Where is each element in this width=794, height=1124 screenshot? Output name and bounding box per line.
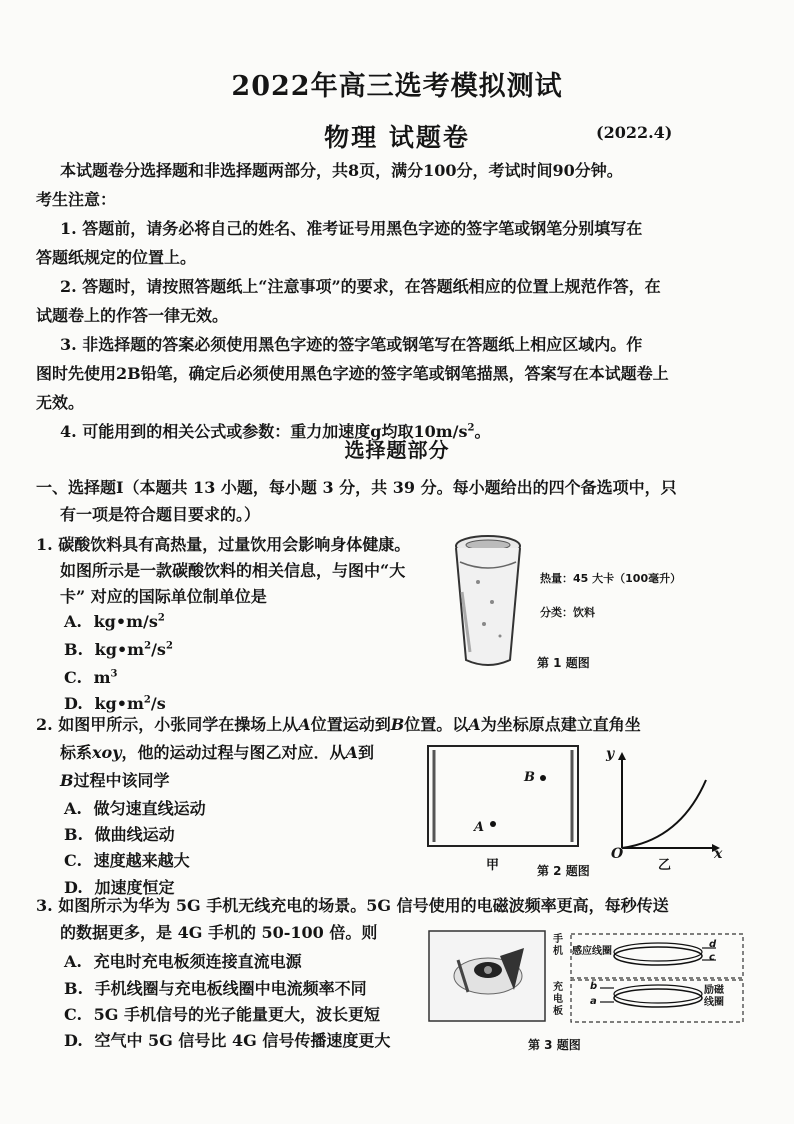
note-2a: 2. 答题时，请按照答题纸上“注意事项”的要求，在答题纸相应的位置上规范作答，在	[60, 277, 661, 296]
q2-option-b-label: B.	[64, 825, 84, 844]
note-1a: 1. 答题前，请务必将自己的姓名、准考证号用黑色字迹的签字笔或钢笔分别填写在	[60, 219, 643, 238]
terminal-d-label: d	[709, 939, 717, 950]
figure-jia-label: 甲	[486, 858, 500, 873]
q2-option-a-label: A.	[64, 799, 82, 818]
emit-coil	[614, 989, 702, 1007]
part1-line1: 一、选择题Ⅰ（本题共 13 小题，每小题 3 分，共 39 分。每小题给出的四个备选项中，只	[36, 478, 677, 497]
q1-option-b[interactable]	[64, 640, 173, 659]
q2-option-c[interactable]	[64, 848, 190, 871]
q2-line1-text: 2. 如图甲所示，小张同学在操场上从	[36, 715, 299, 734]
q2-letter-a: A	[298, 715, 311, 734]
q2-figure-caption: 第 2 题图	[537, 864, 590, 878]
q3-option-b[interactable]	[64, 976, 367, 999]
q3-option-c-text: 5G 手机信号的光子能量更大，波长更短	[93, 1005, 380, 1024]
q1-option-b-label: B.	[64, 640, 84, 659]
q3-option-b-label: B.	[64, 979, 84, 998]
q2-line1	[36, 712, 641, 735]
q1-option-a-label: A.	[64, 612, 82, 631]
q1-option-c-text: m	[93, 668, 111, 687]
q1-option-d-sup: 2	[143, 694, 151, 706]
q3-line1: 3. 如图所示为华为 5G 手机无线充电的场景。5G 信号使用的电磁波频率更高，每秒传送	[36, 896, 669, 915]
q1-option-d[interactable]	[64, 694, 166, 713]
q2-line1-end: 位置。以	[404, 715, 469, 734]
terminal-a-label: a	[590, 996, 597, 1007]
note-3a: 3. 非选择题的答案必须使用黑色字迹的签字笔或钢笔写在答题纸上相应区域内。作	[60, 335, 643, 354]
q1-option-b-sup2: 2	[165, 640, 173, 652]
q2-line2-end: ，他的运动过程与图乙对应．从	[121, 743, 346, 762]
q3-option-c[interactable]	[64, 1002, 380, 1025]
note-2b: 试题卷上的作答一律无效。	[36, 306, 229, 325]
q1-option-c-sup: 3	[110, 668, 118, 680]
q1-line3: 卡” 对应的国际单位制单位是	[60, 587, 267, 606]
q1-option-c-label: C.	[64, 668, 83, 687]
drink-heat-label: 热量：45 大卡（100毫升）	[540, 572, 682, 585]
wireless-charging-photo	[428, 930, 546, 1022]
xy-graph-yi	[610, 752, 720, 852]
q3-option-c-label: C.	[64, 1005, 83, 1024]
coil-charger-label: 充电板	[553, 982, 563, 1017]
graph-origin-label: O	[611, 846, 624, 862]
q2-line1-tail: 为坐标原点建立直角坐	[480, 715, 641, 734]
note-3c: 无效。	[36, 393, 85, 412]
q3-option-b-text: 手机线圈与充电板线圈中电流频率不同	[94, 979, 367, 998]
q2-option-c-text: 速度越来越大	[93, 851, 190, 870]
section-heading: 选择题部分	[344, 438, 450, 462]
induction-coil-label: 感应线圈	[572, 946, 612, 957]
q2-line3	[60, 768, 170, 791]
q2-option-b-text: 做曲线运动	[94, 825, 175, 844]
q2-line1-mid: 位置运动到	[310, 715, 391, 734]
q2-letter-a2: A	[468, 715, 481, 734]
note-4-text: 4. 可能用到的相关公式或参数：重力加速度g均取10m/s	[60, 422, 468, 441]
note-3b: 图时先使用2B铅笔，确定后必须使用黑色字迹的签字笔或钢笔描黑，答案写在本试题卷上	[36, 364, 669, 383]
notice-heading: 考生注意：	[36, 190, 117, 209]
q2-xoy: xoy	[92, 743, 122, 762]
note-4-end: 。	[474, 422, 491, 441]
drink-glass-figure	[448, 532, 528, 672]
q2-letter-a3: A	[345, 743, 358, 762]
q1-option-c[interactable]	[64, 668, 118, 687]
q1-line2: 如图所示是一款碳酸饮料的相关信息，与图中“大	[60, 561, 406, 580]
q1-figure-caption: 第 1 题图	[537, 656, 590, 670]
field-figure-jia	[426, 744, 582, 850]
q2-letter-b2: B	[60, 771, 74, 790]
q3-figure-caption: 第 3 题图	[528, 1038, 581, 1052]
q1-option-d-label: D.	[64, 694, 83, 713]
q3-line2: 的数据更多，是 4G 手机的 50-100 倍。则	[60, 923, 378, 942]
q1-option-b-mid: /s	[151, 640, 166, 659]
field-point-a-label: A	[474, 820, 485, 835]
point-b-dot	[540, 775, 546, 781]
q2-option-a[interactable]	[64, 796, 206, 819]
induction-coil	[614, 947, 702, 965]
q1-option-d-end: /s	[150, 694, 166, 713]
terminal-b-label: b	[590, 981, 598, 992]
graph-x-label: x	[714, 846, 723, 862]
exam-title: 2022年高三选考模拟测试	[231, 71, 563, 102]
q2-option-c-label: C.	[64, 851, 83, 870]
terminal-c-label: c	[709, 952, 715, 963]
q1-option-b-sup1: 2	[144, 640, 152, 652]
point-a-dot	[490, 821, 496, 827]
q2-letter-b: B	[390, 715, 405, 734]
graph-y-label: y	[606, 746, 615, 762]
q2-option-d-text: 加速度恒定	[94, 878, 175, 897]
q1-option-a[interactable]	[64, 612, 165, 631]
q2-line2-text: 标系	[60, 743, 93, 762]
q2-line2	[60, 740, 374, 763]
trajectory-curve	[622, 780, 706, 848]
q3-option-a-label: A.	[64, 952, 82, 971]
coil-phone-label: 手机	[553, 934, 563, 957]
q3-option-a[interactable]	[64, 949, 302, 972]
exam-date: (2022.4)	[596, 123, 673, 142]
q2-option-b[interactable]	[64, 822, 175, 845]
q3-option-d-label: D.	[64, 1031, 83, 1050]
q2-option-d-label: D.	[64, 878, 83, 897]
q1-line1: 1. 碳酸饮料具有高热量，过量饮用会影响身体健康。	[36, 535, 411, 554]
q3-option-d[interactable]	[64, 1028, 390, 1051]
q2-option-a-text: 做匀速直线运动	[93, 799, 206, 818]
field-point-b-label: B	[524, 770, 535, 785]
exam-subtitle: 物理 试题卷	[324, 123, 470, 152]
figure-yi-label: 乙	[658, 858, 672, 873]
q1-option-b-text: kg•m	[94, 640, 145, 659]
emit-coil-label: 励磁线圈	[704, 985, 724, 1008]
part1-line2: 有一项是符合题目要求的。）	[60, 505, 261, 524]
q3-option-d-text: 空气中 5G 信号比 4G 信号传播速度更大	[94, 1031, 391, 1050]
note-1b: 答题纸规定的位置上。	[36, 248, 197, 267]
q1-option-d-text: kg•m	[94, 694, 144, 713]
q1-option-a-text: kg•m/s	[93, 612, 158, 631]
q1-option-a-sup: 2	[157, 612, 165, 624]
q3-option-a-text: 充电时充电板须连接直流电源	[93, 952, 302, 971]
note-4-sup: 2	[467, 422, 475, 434]
intro-text: 本试题卷分选择题和非选择题两部分，共8页，满分100分，考试时间90分钟。	[60, 161, 623, 180]
q2-line2-tail: 到	[357, 743, 374, 762]
q2-line3-text: 过程中该同学	[73, 771, 170, 790]
drink-category-label: 分类：饮料	[540, 606, 595, 619]
